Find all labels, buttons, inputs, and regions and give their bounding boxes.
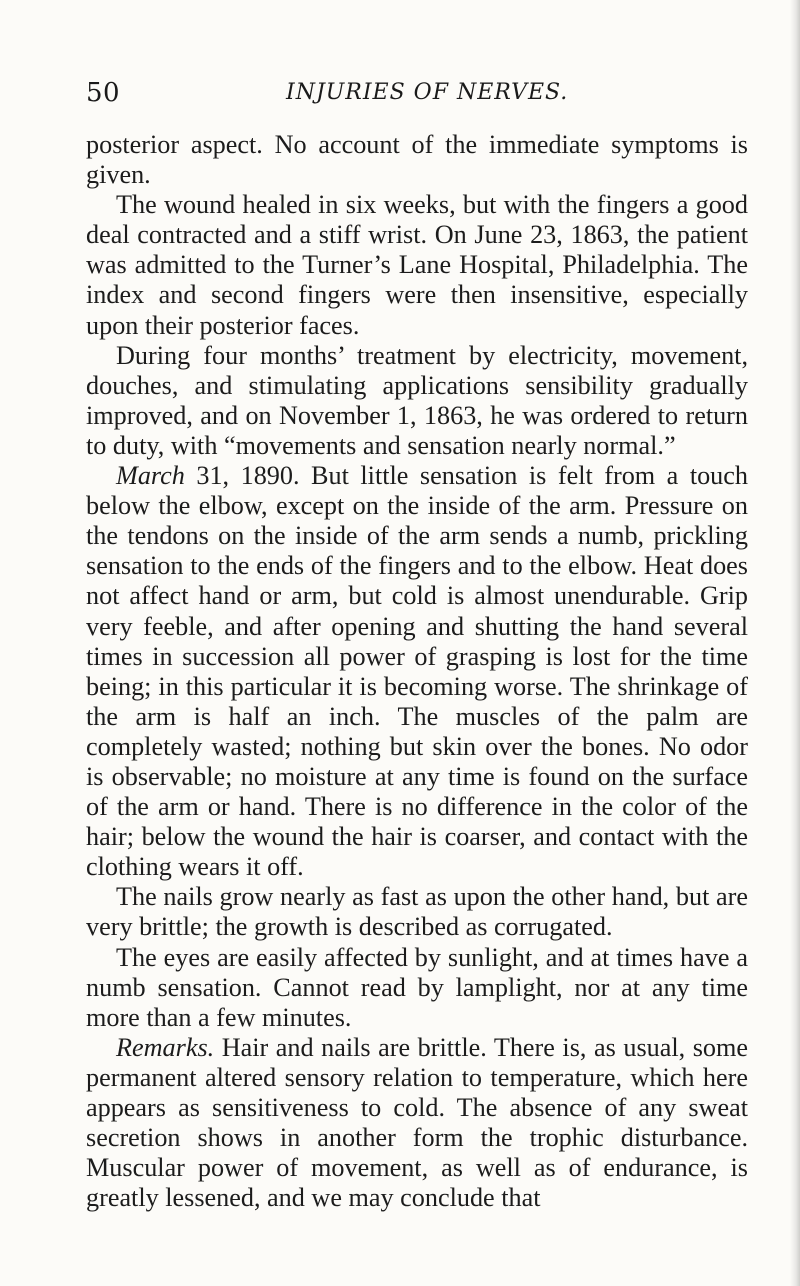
paragraph-text: posterior aspect. No account of the immediate symptoms is given.: [86, 130, 748, 190]
page-number: 50: [86, 78, 121, 108]
paragraph-text: Hair and nails are brittle. There is, as usual, some permanent altered sensory relation to temperature, which here appears as sensitiveness to cold. The absence of any sweat secretion shows in another form the trophic disturbance. Muscular power of movement, as well as of endurance, is greatly lessened, and we may conclude that: [86, 1032, 748, 1213]
paragraph-nails: [86, 882, 748, 942]
paragraph-lead: Remarks.: [116, 1032, 215, 1062]
paragraph-continued: [86, 130, 748, 190]
paragraph-treatment: [86, 341, 748, 461]
paragraph-text: The eyes are easily affected by sunlight, and at times have a numb sensation. Cannot read by lamplight, nor at any time more than a few minutes.: [86, 942, 748, 1032]
paragraph-march-1890: [86, 461, 748, 882]
paragraph-text: 31, 1890. But little sensation is felt from a touch below the elbow, except on the inside of the arm. Pressure on the tendons on the inside of the arm sends a numb, prickling sensation to the ends of the fingers and to the elbow. Heat does not affect hand or arm, but cold is almost unendurable. Grip very feeble, and after opening and shutting the hand several times in succession all power of grasping is lost for the time being; in this particular it is becoming worse. The shrinkage of the arm is half an inch. The muscles of the palm are completely wasted; nothing but skin over the bones. No odor is observable; no moisture at any time is found on the surface of the arm or hand. There is no difference in the color of the hair; below the wound the hair is coarser, and contact with the clothing wears it off.: [86, 461, 748, 882]
paragraph-text: During four months’ treatment by electricity, movement, douches, and stimulating applications sensibility gradually improved, and on November 1, 1863, he was ordered to return to duty, with “movements and sensation nearly normal.”: [86, 340, 748, 460]
page-edge-shadow: [790, 0, 800, 1286]
paragraph-eyes: [86, 943, 748, 1033]
body-text: [86, 130, 748, 1213]
paragraph-text: The nails grow nearly as fast as upon the other hand, but are very brittle; the growth is described as corrugated.: [86, 882, 748, 942]
paragraph-remarks: [86, 1033, 748, 1214]
paragraph-text: The wound healed in six weeks, but with the fingers a good deal contracted and a stiff wrist. On June 23, 1863, the patient was admitted to the Turner’s Lane Hospital, Philadelphia. The index and second fingers were then insensitive, especially upon their posterior faces.: [86, 190, 748, 340]
running-head: INJURIES OF NERVES.: [286, 80, 569, 105]
paragraph-wound-healing: [86, 190, 748, 340]
paragraph-lead: March: [116, 461, 185, 491]
page-header: [86, 78, 746, 118]
